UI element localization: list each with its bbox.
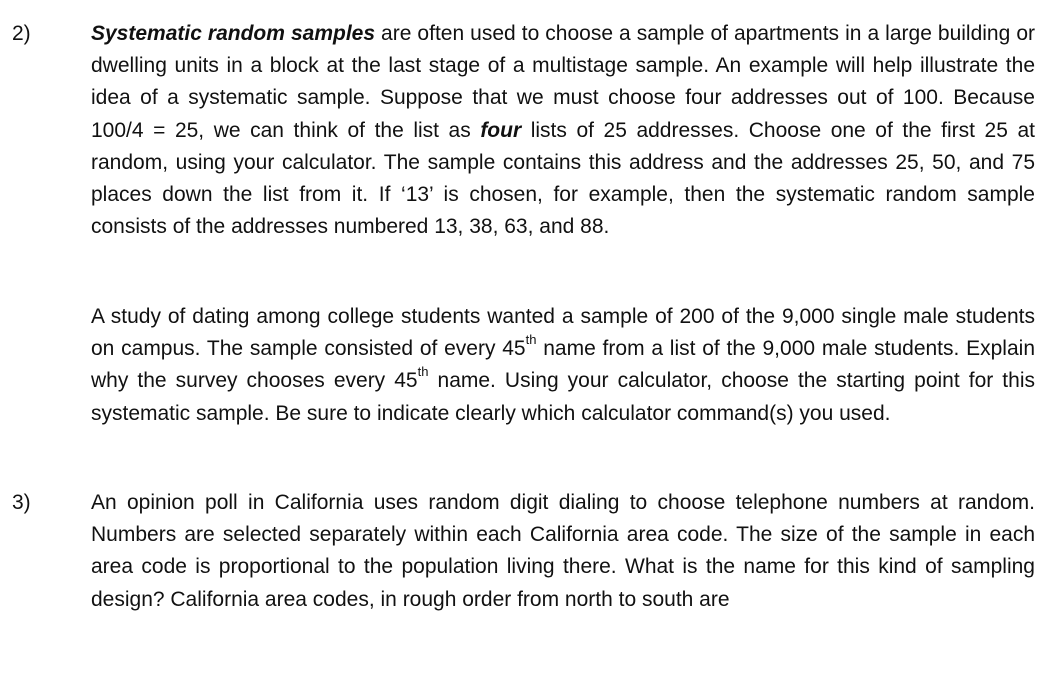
- problem-2-paragraph-1: [91, 18, 1035, 243]
- problem-2-paragraph-2: [91, 301, 1035, 430]
- problem-number: 3): [12, 491, 31, 514]
- ordinal-suffix: th: [417, 364, 429, 380]
- emphasis-four: four: [480, 118, 522, 142]
- problem-3-paragraph-1: [91, 487, 1035, 616]
- paragraph-text: name. Using your calculator, choose the starting point for this systematic sample. Be sure to indicate clearly which calculator command(s) you used.: [91, 369, 1035, 425]
- paragraph-text: are often used to choose a sample of apartments in a large building or dwelling units in a block at the last stage of a multistage sample. An example will help illustrate the idea of a systematic sample. Suppose that we must choose four addresses out of 100. Because 100/4 = 25, we can think of the list as: [91, 22, 1035, 142]
- paragraph-text: An opinion poll in California uses random digit dialing to choose telephone numbers at random. Numbers are selected separately within each California area code. The size of the sample in each area code is proportional to the population living there. What is the name for this kind of sampling design? California area codes, in rough order from north to south are: [91, 491, 1035, 611]
- paragraph-text: A study of dating among college students wanted a sample of 200 of the 9,000 single male students on campus. The sample consisted of every 45: [91, 305, 1035, 361]
- paragraph-text: name from a list of the 9,000 male students. Explain why the survey chooses every 45: [91, 337, 1035, 393]
- problem-number: 2): [12, 22, 31, 45]
- paragraph-text: lists of 25 addresses. Choose one of the first 25 at random, using your calculator. The sample contains this address and the addresses 25, 50, and 75 places down the list from it. If ‘13’ is chosen, for example, then the systematic random sample consists of the addresses numbered 13, 38, 63, and 88.: [91, 118, 1035, 239]
- term-systematic-random-samples: Systematic random samples: [91, 22, 376, 45]
- ordinal-suffix: th: [525, 332, 537, 348]
